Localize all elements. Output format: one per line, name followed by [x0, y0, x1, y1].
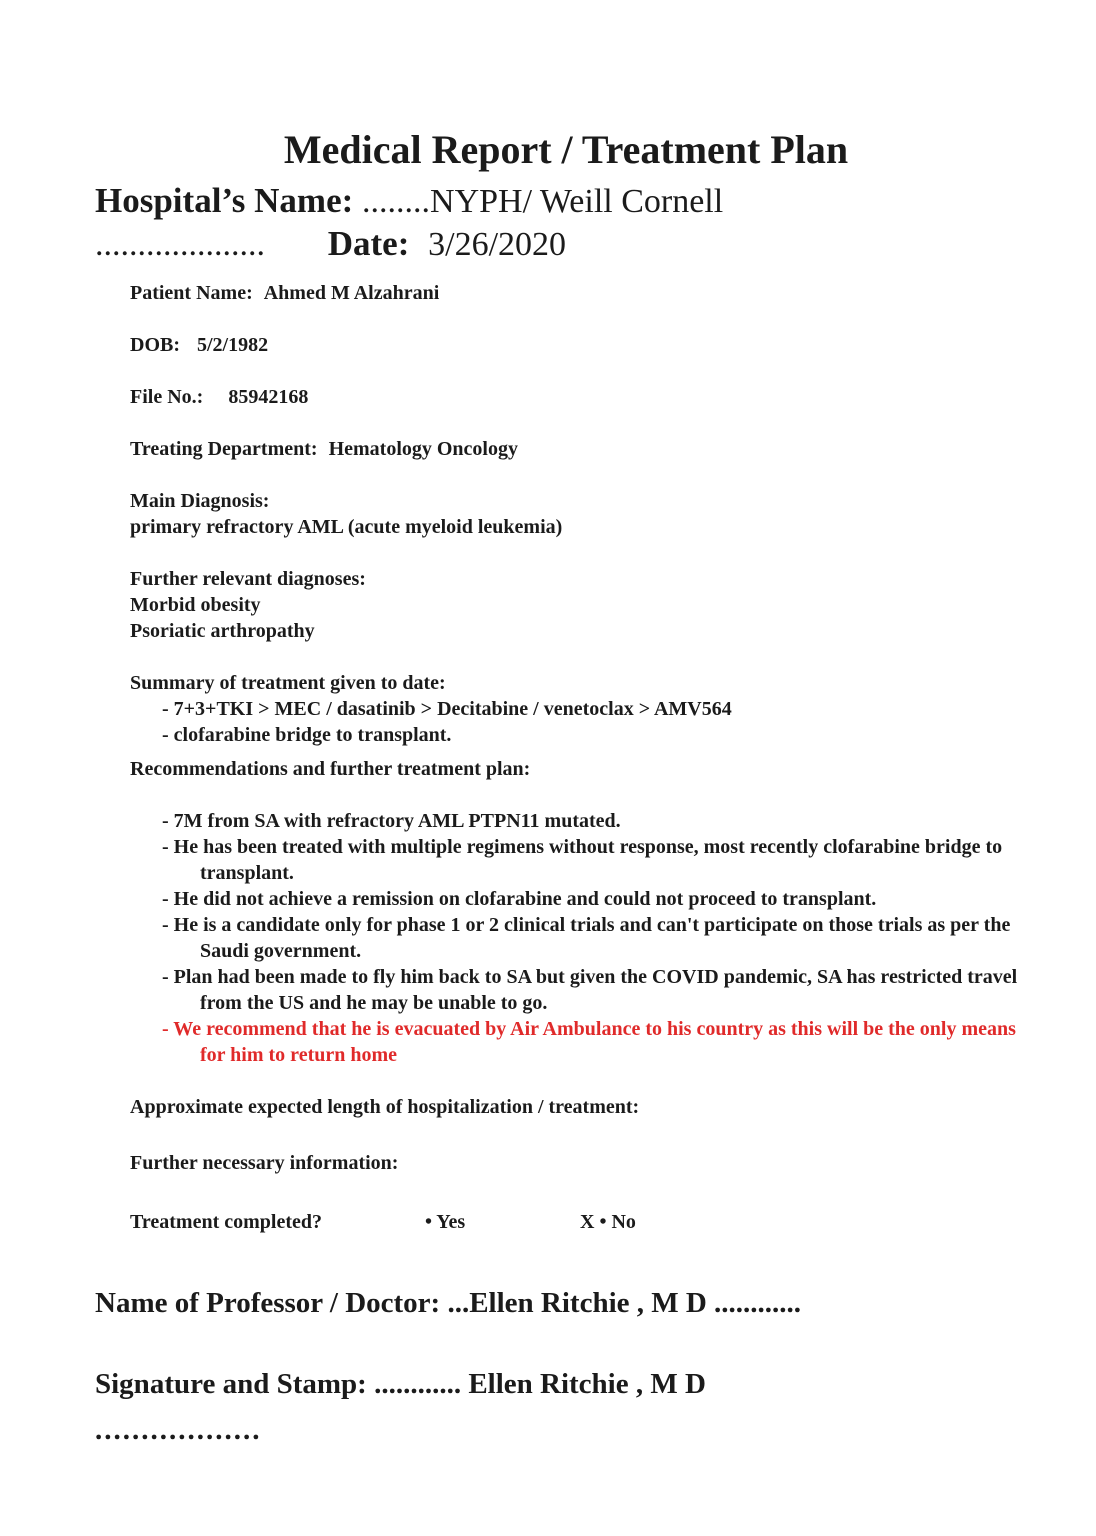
signature-dots: ..................	[95, 1414, 262, 1446]
further-diagnosis-item: Morbid obesity	[130, 594, 261, 616]
recommendations-list	[130, 808, 1036, 1068]
treating-department-value: Hematology Oncology	[328, 438, 518, 460]
signoff-section	[95, 1286, 1056, 1447]
recommendation-item: - 7M from SA with refractory AML PTPN11 mutated.	[162, 810, 621, 832]
blank-dots: ....................	[95, 226, 265, 263]
signature-label: Signature and Stamp:	[95, 1368, 367, 1400]
doctor-name-label: Name of Professor / Doctor:	[95, 1287, 441, 1319]
doctor-name-line	[95, 1286, 1056, 1320]
treatment-completed-yes-option: • Yes	[425, 1211, 466, 1233]
further-diagnoses-label: Further relevant diagnoses:	[130, 568, 366, 590]
treatment-summary-item: - 7+3+TKI > MEC / dasatinib > Decitabine / venetoclax > AMV564	[162, 698, 732, 720]
recommendations-label: Recommendations and further treatment plan:	[130, 758, 531, 780]
report-body	[130, 280, 1036, 1235]
field-patient-name	[130, 280, 1036, 306]
field-dob	[130, 332, 1036, 358]
main-diagnosis-value: primary refractory AML (acute myeloid leukemia)	[130, 516, 563, 538]
recommendation-item: - He has been treated with multiple regimens without response, most recently clofarabine bridge to transplant.	[162, 836, 1003, 884]
recommendation-item: - Plan had been made to fly him back to SA but given the COVID pandemic, SA has restricted travel from the US and he may be unable to go.	[162, 966, 1018, 1014]
treatment-completed-label: Treatment completed?	[130, 1211, 322, 1233]
page-title: Medical Report / Treatment Plan	[283, 127, 849, 172]
hospital-name-value: ........NYPH/ Weill Cornell	[362, 183, 724, 220]
further-information-label: Further necessary information:	[130, 1152, 399, 1174]
signature-value: ............ Ellen Ritchie , M D	[374, 1368, 706, 1400]
recommendation-item: - He did not achieve a remission on clofarabine and could not proceed to transplant.	[162, 888, 877, 910]
date-label: Date:	[327, 224, 410, 263]
recommendation-item: - He is a candidate only for phase 1 or 2 clinical trials and can't participate on those trials as per the Saudi government.	[162, 914, 1011, 962]
hospital-name-line	[95, 180, 1096, 223]
date-line	[95, 223, 1096, 266]
treatment-completed-row	[130, 1209, 1036, 1235]
dob-value: 5/2/1982	[197, 334, 269, 356]
hospital-name-label: Hospital’s Name:	[95, 181, 354, 220]
file-no-label: File No.:	[130, 386, 204, 408]
date-value: 3/26/2020	[428, 226, 567, 263]
doctor-name-value: ...Ellen Ritchie , M D ............	[447, 1287, 802, 1319]
main-diagnosis-label: Main Diagnosis:	[130, 490, 270, 512]
field-file-no	[130, 384, 1036, 410]
treatment-summary-item: - clofarabine bridge to transplant.	[162, 724, 452, 746]
treatment-completed-no-option: X • No	[580, 1211, 636, 1233]
dob-label: DOB:	[130, 334, 180, 356]
treatment-summary-label: Summary of treatment given to date:	[130, 672, 446, 694]
treating-department-label: Treating Department:	[130, 438, 318, 460]
file-no-value: 85942168	[228, 386, 309, 408]
hospitalization-length-label: Approximate expected length of hospitalization / treatment:	[130, 1096, 640, 1118]
patient-name-value: Ahmed M Alzahrani	[263, 282, 440, 304]
signature-line	[95, 1367, 1056, 1401]
patient-name-label: Patient Name:	[130, 282, 253, 304]
further-diagnosis-item: Psoriatic arthropathy	[130, 620, 315, 642]
recommendation-alert-item: - We recommend that he is evacuated by Air Ambulance to his country as this will be the only means for him to return home	[162, 1018, 1016, 1066]
field-treating-department	[130, 436, 1036, 462]
